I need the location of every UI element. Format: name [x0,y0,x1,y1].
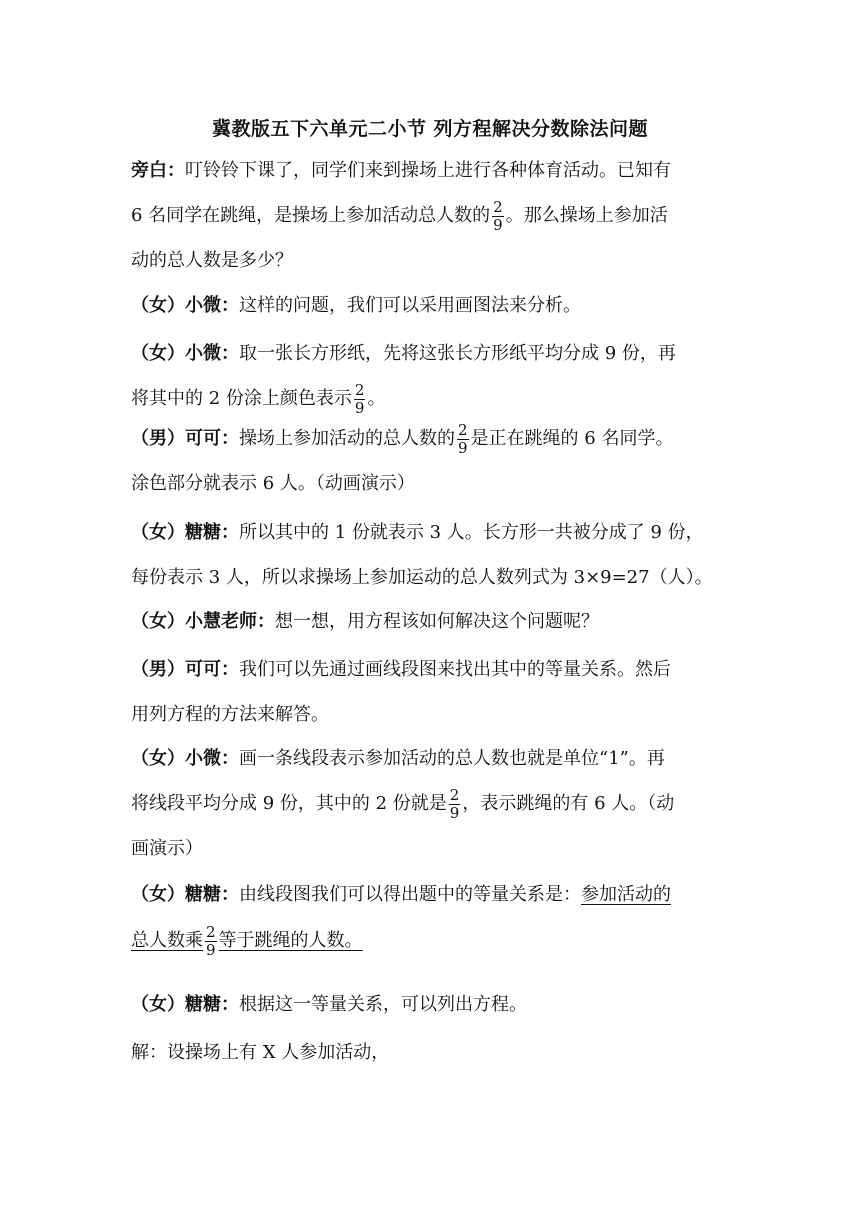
paragraph-keke-1 [131,416,731,506]
speaker-label: （男）可可： [131,428,239,449]
paragraph-narration [131,148,731,283]
fraction [492,199,504,234]
text: 是正在跳绳的 6 名同学。 [470,428,674,449]
text: 。 [367,388,386,409]
paragraph-xiaowei-3 [131,736,731,871]
text: ，表示跳绳的有 6 人。（动 [462,793,675,814]
underlined-text: 总人数乘 [131,930,203,951]
text: 这样的问题，我们可以采用画图法来分析。 [239,295,581,316]
text: 想一想，用方程该如何解决这个问题呢？ [275,611,599,632]
text: 取一张长方形纸，先将这张长方形纸平均分成 9 份，再 [239,343,676,364]
paragraph-tangtang-3 [131,982,731,1027]
text: 画一条线段表示参加活动的总人数也就是单位“1”。再 [239,748,665,769]
document-title: 冀教版五下六单元二小节 列方程解决分数除法问题 [211,118,649,140]
fraction [354,382,366,417]
fraction-numerator: 2 [493,197,503,216]
fraction-denominator: 9 [354,398,365,417]
fraction-denominator: 9 [206,940,216,959]
paragraph-xiaowei-2 [131,331,731,421]
speaker-label: （男）可可： [131,659,239,680]
paragraph-keke-2 [131,647,731,737]
text: 涂色部分就表示 6 人。（动画演示） [131,473,415,494]
text: 用列方程的方法来解答。 [131,704,329,725]
speaker-label: （女）小慧老师： [131,611,275,632]
fraction [457,422,469,457]
paragraph-xiaowei-1 [131,283,731,328]
text: 所以其中的 1 份就表示 3 人。长方形一共被分成了 9 份， [239,522,704,543]
fraction-numerator: 2 [449,785,460,804]
paragraph-tangtang-1 [131,510,731,600]
text: 根据这一等量关系，可以列出方程。 [239,994,527,1015]
text: 动的总人数是多少？ [131,250,293,271]
fraction [449,787,461,822]
speaker-label: （女）小微： [131,295,239,316]
text: 每份表示 3 人，所以求操场上参加运动的总人数列式为 3×9=27（人）。 [131,567,713,588]
fraction-numerator: 2 [458,420,468,439]
fraction-denominator: 9 [449,803,460,822]
text: 6 名同学在跳绳，是操场上参加活动总人数的 [131,205,491,226]
text: 将其中的 2 份涂上颜色表示 [131,388,352,409]
fraction-denominator: 9 [458,438,468,457]
text: 。那么操场上参加活 [505,205,668,226]
paragraph-teacher [131,599,731,644]
fraction-denominator: 9 [493,215,503,234]
text: 由线段图我们可以得出题中的等量关系是： [239,884,581,905]
text: 我们可以先通过画线段图来找出其中的等量关系。然后 [239,659,671,680]
text: 画演示） [131,838,203,859]
speaker-label: 旁白： [131,160,185,181]
speaker-label: （女）糖糖： [131,522,239,543]
paragraph-tangtang-2 [131,872,731,962]
speaker-label: （女）糖糖： [131,994,239,1015]
speaker-label: （女）小微： [131,748,239,769]
solution-text: 解：设操场上有 X 人参加活动， [131,1042,390,1063]
text: 操场上参加活动的总人数的 [239,428,455,449]
fraction-numerator: 2 [354,380,365,399]
speaker-label: （女）糖糖： [131,884,239,905]
underlined-text: 参加活动的 [581,884,671,905]
fraction [205,924,217,959]
underlined-text: 等于跳绳的人数。 [218,930,363,951]
text: 将线段平均分成 9 份，其中的 2 份就是 [131,793,447,814]
text: 叮铃铃下课了，同学们来到操场上进行各种体育活动。已知有 [185,160,671,181]
speaker-label: （女）小微： [131,343,239,364]
paragraph-solution [131,1030,731,1075]
fraction-numerator: 2 [206,922,216,941]
